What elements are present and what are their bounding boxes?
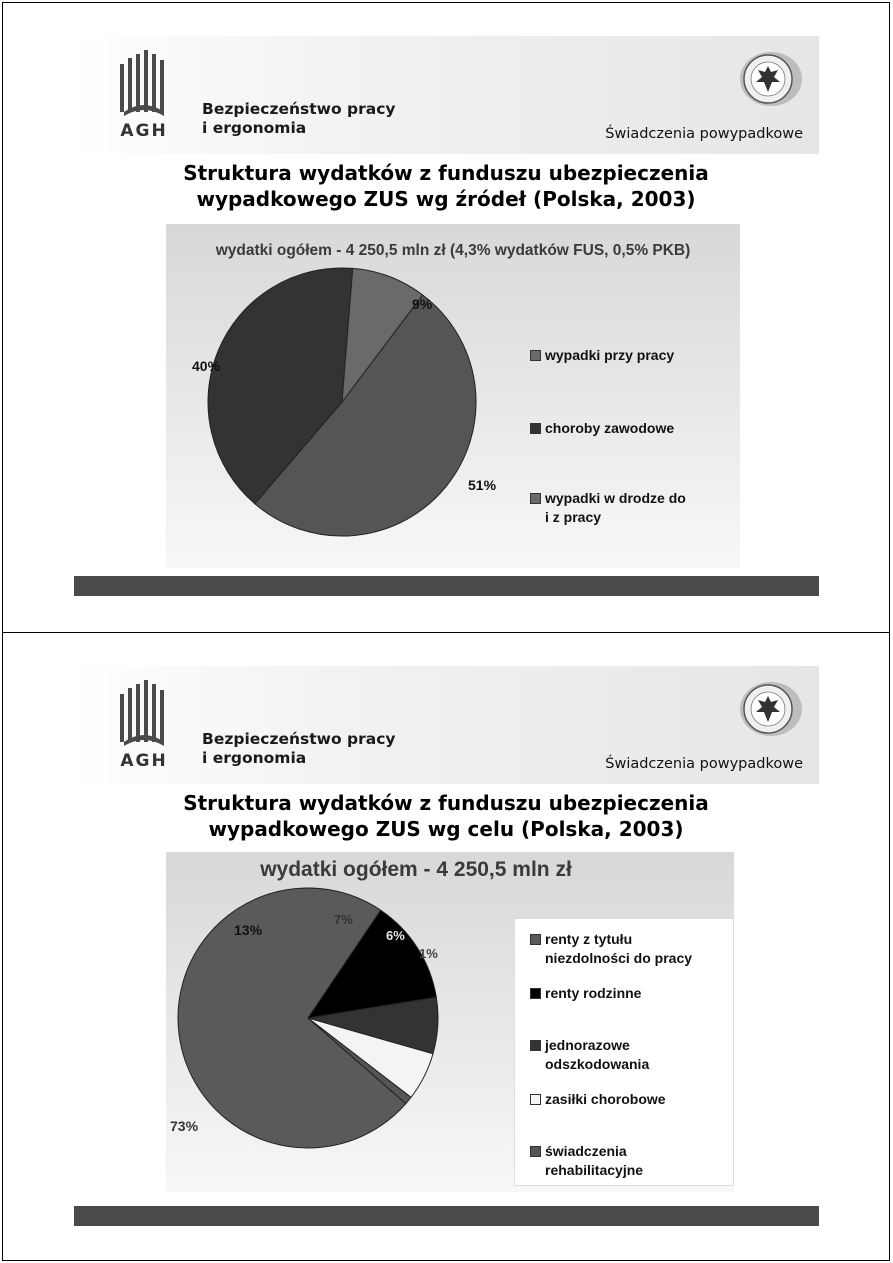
- slide-bottom-bar: [74, 1206, 819, 1226]
- pct-label-wypadki-w-drodze: 9%: [412, 296, 433, 312]
- legend-label-line2: i z pracy: [545, 509, 602, 525]
- legend-label-line1: choroby zawodowe: [545, 420, 675, 436]
- agh-logo-icon: [118, 50, 170, 140]
- page-divider: [3, 632, 889, 633]
- legend-label-line1: jednorazowe: [545, 1037, 630, 1053]
- legend-swatch: [530, 1094, 541, 1105]
- legend-label-line2: rehabilitacyjne: [545, 1162, 644, 1178]
- legend-swatch: [530, 1040, 541, 1051]
- university-seal-icon: [738, 50, 804, 108]
- legend-swatch: [530, 934, 541, 945]
- course-title-line1: Bezpieczeństwo pracy: [202, 730, 396, 748]
- legend-swatch: [530, 988, 541, 999]
- course-title: [202, 100, 396, 138]
- legend-label-line1: wypadki przy pracy: [545, 347, 675, 363]
- legend-label-line1: renty rodzinne: [545, 985, 642, 1001]
- slide-title-line1: Struktura wydatków z funduszu ubezpieczenia: [183, 791, 709, 815]
- legend-label: [545, 489, 686, 527]
- slide-1: [74, 36, 819, 598]
- legend-swatch: [530, 350, 541, 361]
- legend-label-line1: świadczenia: [545, 1143, 627, 1159]
- university-seal-icon: [738, 680, 804, 738]
- slide-title-line2: wypadkowego ZUS wg źródeł (Polska, 2003): [196, 187, 696, 211]
- pct-label-renty-rodzinne: 13%: [234, 922, 263, 938]
- legend-label: [545, 346, 674, 365]
- chart-2-title: wydatki ogółem - 4 250,5 mln zł: [260, 858, 572, 881]
- legend-label: [545, 419, 674, 438]
- legend-label-line1: zasiłki chorobowe: [545, 1091, 666, 1107]
- pct-label-zasilki-chorobowe: 6%: [386, 928, 405, 943]
- slide-header: [74, 36, 819, 154]
- legend-label: [545, 984, 641, 1003]
- legend-swatch: [530, 493, 541, 504]
- slide-bottom-bar: [74, 576, 819, 596]
- agh-logo-text: AGH: [120, 121, 168, 140]
- legend-swatch: [530, 423, 541, 434]
- slide-2: [74, 666, 819, 1228]
- legend-label: [545, 1090, 666, 1109]
- legend-label: [545, 1142, 643, 1180]
- section-label: Świadczenia powypadkowe: [605, 126, 803, 142]
- agh-logo-text: AGH: [120, 751, 168, 770]
- slide-header: [74, 666, 819, 784]
- slide-title-line2: wypadkowego ZUS wg celu (Polska, 2003): [208, 817, 684, 841]
- section-label: Świadczenia powypadkowe: [605, 756, 803, 772]
- chart-2: [166, 852, 734, 1192]
- legend-label: [545, 1036, 649, 1074]
- chart-1: [166, 224, 740, 568]
- legend-label-line1: renty z tytułu: [545, 931, 633, 947]
- legend-label-line1: wypadki w drodze do: [545, 490, 686, 506]
- pct-label-choroby-zawodowe: 40%: [192, 358, 221, 374]
- pct-label-wypadki-przy-pracy: 51%: [468, 477, 497, 493]
- course-title-line2: i ergonomia: [202, 749, 307, 767]
- legend-label-line2: niezdolności do pracy: [545, 950, 693, 966]
- legend-swatch: [530, 1146, 541, 1157]
- legend-label: [545, 930, 692, 968]
- agh-logo-icon: [118, 680, 170, 770]
- legend-label-line2: odszkodowania: [545, 1056, 650, 1072]
- slide-title-line1: Struktura wydatków z funduszu ubezpieczenia: [183, 161, 709, 185]
- slide-title: [66, 160, 826, 212]
- pct-label-swiadczenia-rehabilitacyjne: 1%: [419, 946, 438, 961]
- pct-label-jednorazowe-odszkodowania: 7%: [334, 912, 353, 927]
- course-title: [202, 730, 396, 768]
- pct-label-renty-z-tytulu: 73%: [170, 1118, 199, 1134]
- course-title-line2: i ergonomia: [202, 119, 307, 137]
- course-title-line1: Bezpieczeństwo pracy: [202, 100, 396, 118]
- slide-title: [66, 790, 826, 842]
- chart-1-title: wydatki ogółem - 4 250,5 mln zł (4,3% wydatków FUS, 0,5% PKB): [215, 242, 691, 259]
